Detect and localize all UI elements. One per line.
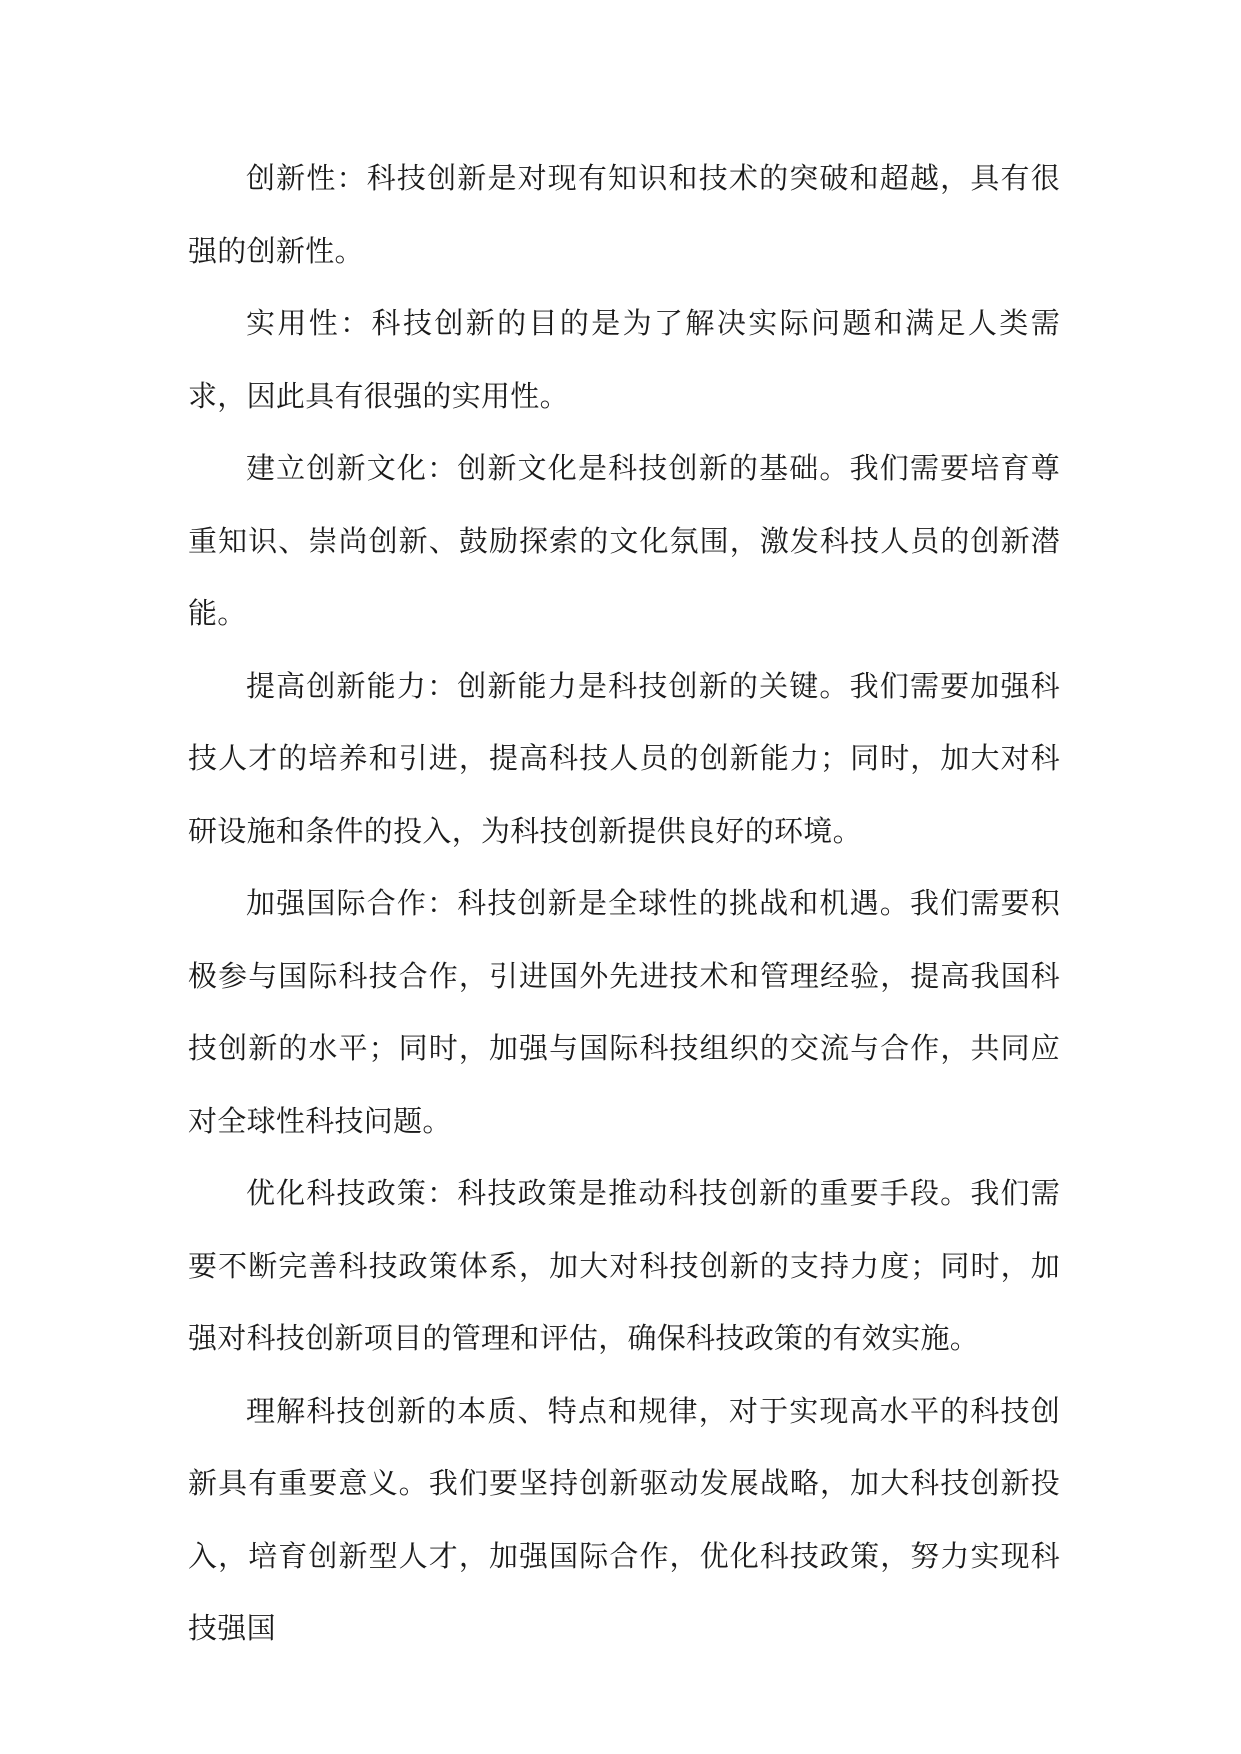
- paragraph-conclusion: 理解科技创新的本质、特点和规律，对于实现高水平的科技创新具有重要意义。我们要坚持创新驱动发展战略，加大科技创新投入，培育创新型人才，加强国际合作，优化科技政策，努力实现科技强国: [188, 1393, 1060, 1645]
- paragraph-practicality: 实用性：科技创新的目的是为了解决实际问题和满足人类需求，因此具有很强的实用性。: [188, 306, 1060, 413]
- paragraph-innovation-culture: 建立创新文化：创新文化是科技创新的基础。我们需要培育尊重知识、崇尚创新、鼓励探索的文化氛围，激发科技人员的创新潜能。: [188, 451, 1060, 630]
- paragraph-international-cooperation: 加强国际合作：科技创新是全球性的挑战和机遇。我们需要积极参与国际科技合作，引进国外先进技术和管理经验，提高我国科技创新的水平；同时，加强与国际科技组织的交流与合作，共同应对全球性科技问题。: [188, 886, 1060, 1138]
- paragraph-tech-policy: 优化科技政策：科技政策是推动科技创新的重要手段。我们需要不断完善科技政策体系，加大对科技创新的支持力度；同时，加强对科技创新项目的管理和评估，确保科技政策的有效实施。: [188, 1176, 1060, 1355]
- body-text: [188, 142, 1060, 1665]
- paragraph-innovativeness: 创新性：科技创新是对现有知识和技术的突破和超越，具有很强的创新性。: [188, 161, 1060, 268]
- paragraph-innovation-capability: 提高创新能力：创新能力是科技创新的关键。我们需要加强科技人才的培养和引进，提高科技人员的创新能力；同时，加大对科研设施和条件的投入，为科技创新提供良好的环境。: [188, 668, 1060, 848]
